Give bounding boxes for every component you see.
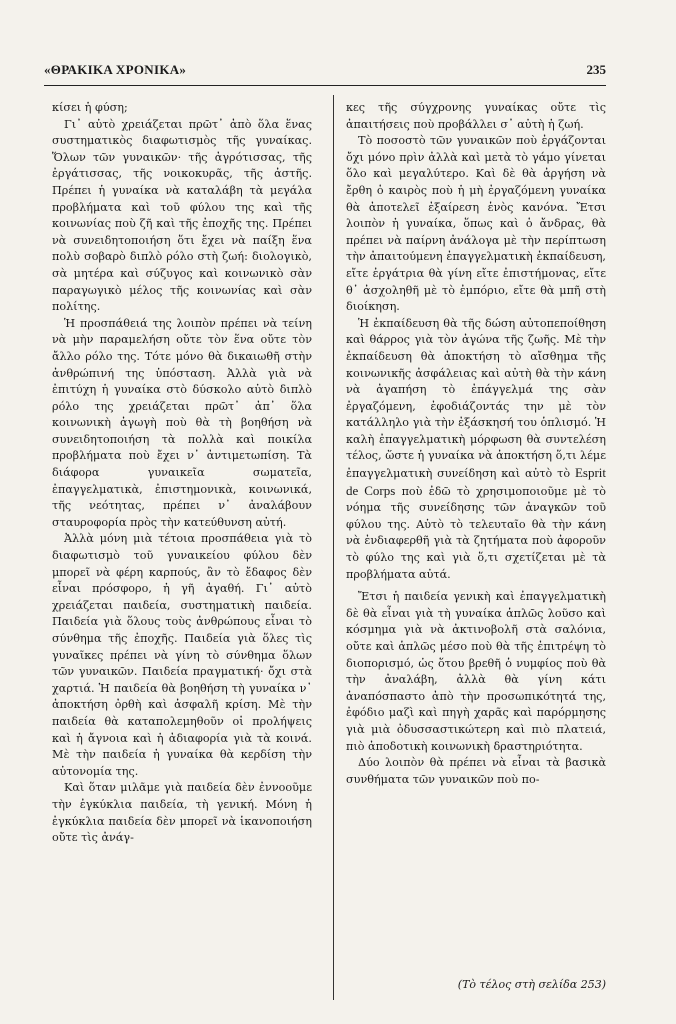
page-number: 235 [586,62,606,77]
paragraph: κίσει ἡ φύση; [52,101,128,114]
header-rule [44,85,606,86]
right-column [346,100,606,1000]
running-title: «ΘΡΑΚΙΚΑ ΧΡΟΝΙΚΑ» [44,62,187,77]
left-column [52,100,312,1000]
paragraph-text: Ἡ ἐκπαίδευση θὰ τῆς δώση αὐτοπεποίθηση καὶ θάρρος γιὰ τὸν ἀγώνα τῆς ζωῆς. Μὲ τὴν ἐκπαίδευση θὰ ἀποκτήση τὸ αἴσθημα τῆς κοινωνικῆς ἀσφάλειας καὶ αὐτὴ θὰ τὴν κάνη νὰ ἀγαπήση τὸ ἐπάγγελμά της σὰν ἐργαζόμενη, ἐφοδιάζοντάς την μὲ τὸν κατάλληλο γιὰ τὴν ἐξάσκησή του ὁπλισμό. Ἡ καλὴ ἐπαγγελματικὴ μόρφωση θὰ συντελέση τέλος, ὥστε ἡ γυναίκα νὰ ἀποκτήση ὅ,τι λέμε ἐπαγγελματικὴ συνείδηση καὶ αὐτὸ τὸ [346,316,606,481]
paragraph [346,316,606,584]
paragraph: Ἡ προσπάθειά της λοιπὸν πρέπει νὰ τείνη νὰ μὴν παραμελήση οὔτε τὸν ἕνα οὔτε τὸν ἄλλο ρόλο της. Τότε μόνο θὰ δικαιωθῆ στὴν ἀνθρώπινή της ὑπόσταση. Ἀλλὰ γιὰ νὰ ἐπιτύχη ἡ γυναίκα στὸ δύσκολο αὐτὸ διπλὸ ρόλο της χρειάζεται πρῶτ᾿ ἀπ᾿ ὅλα κοινωνικὴ ἀγωγὴ ποὺ θὰ τὴ βοηθήση νὰ συνειδητοποιήση τὰ πολλὰ καὶ ποικίλα προβλήματα ποὺ ἔχει ν᾿ ἀντιμετωπίση. Τὰ διάφορα γυναικεῖα σωματεῖα, ἐπαγγελματικὰ, ἐπιστημονικὰ, κοινωνικά, τῆς νεότητας, πρέπει ν᾿ ἀναλάβουν σταυροφορία πρὸς τὴν κατεύθυνση αὐτή. [52,316,312,529]
paragraph: Τὸ ποσοστὸ τῶν γυναικῶν ποὺ ἐργάζονται ὄχι μόνο πρὶν ἀλλὰ καὶ μετὰ τὸ γάμο γίνεται ὅλο καὶ μεγαλύτερο. Καὶ δὲ θὰ ἀργήση νὰ ἔρθη ὁ καιρὸς ποὺ ἡ μὴ ἐργαζόμενη γυναίκα θὰ ἀποτελεῖ ἐξαίρεση ἑνὸς κανόνα. Ἔτσι λοιπὸν ἡ γυναίκα, ὅπως καὶ ὁ ἄνδρας, θὰ πρέπει νὰ παίρνη ἀνάλογα μὲ τὴν περίπτωση τὴν ἀπαιτούμενη ἐπαγγελματικὴ ἐκπαίδευση, εἴτε ἐργάτρια θὰ γίνη εἴτε ἐπιστήμονας, εἴτε θ᾿ ἀσχοληθῆ μὲ τὸ ἐμπόριο, εἴτε θὰ μπῆ στὴ διοίκηση. [346,134,606,314]
paragraph: Καὶ ὅταν μιλᾶμε γιὰ παιδεία δὲν ἐννοοῦμε τὴν ἐγκύκλια παιδεία, τὴ γενική. Μόνη ἡ ἐγκύκλια παιδεία δὲν μπορεῖ νὰ ἱκανοποιήση οὔτε τὶς ἀνάγ- [52,781,312,845]
column-divider [333,95,334,1000]
latin-phrase: Esprit de Corps [346,465,606,498]
paragraph: Ἔτσι ἡ παιδεία γενικὴ καὶ ἐπαγγελματικὴ δὲ θὰ εἶναι γιὰ τὴ γυναίκα ἁπλῶς λοῦσο καὶ κόσμημα γιὰ νὰ ἀκτινοβολῆ στὰ σαλόνια, οὔτε καὶ ἁπλῶς μέσο ποὺ θὰ τῆς ἐπιτρέψη τὸ διοπορισμό, ὡς ὅτου βρεθῆ ὁ νυμφίος ποὺ θὰ τὴν ἀναλάβη, ἀλλὰ θὰ γίνη κάτι ἀναπόσπαστο ἀπὸ τὴν προσωπικότητά της, ἐφόδιο μαζὶ καὶ πηγὴ χαρᾶς καὶ παρόρμησης γιὰ μιὰ ὀδυσσαστικώτερη καὶ πιὸ πλατειά, πιὸ ἀποδοτικὴ κοινωνικὴ δραστηριότητα. [346,590,606,753]
paragraph: Ἀλλὰ μόνη μιὰ τέτοια προσπάθεια γιὰ τὸ διαφωτισμὸ τοῦ γυναικείου φύλου δὲν μπορεῖ νὰ φέρη καρπούς, ἂν τὸ ἔδαφος δὲν εἶναι πρόσφορο, ἡ γῆ ἀγαθή. Γι᾿ αὐτὸ χρειάζεται παιδεία, συστηματικὴ παιδεία. Παιδεία γιὰ ὅλους τοὺς ἀνθρώπους εἶναι τὸ σύνθημα τῆς ἐποχῆς. Παιδεία γιὰ ὅλες τὶς γυναῖκες πρέπει νὰ γίνη τὸ σύνθημα ὅλων τῶν γυναικῶν. Παιδεία πραγματική· ὄχι στὰ χαρτιά. Ἡ παιδεία θὰ βοηθήση τὴ γυναίκα ν᾿ ἀποκτήση ὀρθὴ καὶ ἀσφαλῆ κρίση. Μὲ τὴν παιδεία θὰ καταπολεμηθοῦν οἱ προλήψεις καὶ ἡ ἄγνοια καὶ ἡ ἀδιαφορία γιὰ τὰ κοινά. Μὲ τὴν παιδεία ἡ γυναίκα θὰ κερδίση τὴν αὐτονομία της. [52,532,312,778]
paragraph: κες τῆς σύγχρονης γυναίκας οὔτε τὶς ἀπαιτήσεις ποὺ προβάλλει σ᾿ αὐτὴ ἡ ζωή. [346,101,606,131]
continued-note: (Τὸ τέλος στὴ σελίδα 253) [457,978,606,991]
paragraph-text: ποὺ ἐδῶ τὸ χρησιμοποιοῦμε μὲ τὸ νόημα τῆς συνείδησης τῶν ἀναγκῶν τοῦ φύλου της. Αὐτὸ τὸ τελευταῖο θὰ τὴν κάνη νὰ ἐνδιαφερθῆ γιὰ τὰ ζητήματα ποὺ ἀφοροῦν τὸ φύλο της καὶ γιὰ ὅ,τι σχετίζεται μὲ τὰ προβλήματα αὐτά. [346,484,606,581]
page-header [44,62,606,82]
paragraph: Δύο λοιπὸν θὰ πρέπει νὰ εἶναι τὰ βασικὰ συνθήματα τῶν γυναικῶν ποὺ πο- [346,756,606,786]
paragraph: Γι᾿ αὐτὸ χρειάζεται πρῶτ᾿ ἀπὸ ὅλα ἕνας συστηματικὸς διαφωτισμὸς τῆς γυναίκας. Ὅλων τῶν γυναικῶν· τῆς ἀγρότισσας, τῆς ἐργάτισσας, τῆς νοικοκυρᾶς, τῆς ἀστῆς. Πρέπει ἡ γυναίκα νὰ καταλάβη τὰ μεγάλα προβλήματα καὶ τοῦ φύλου της καὶ τῆς κοινωνίας ποὺ ζῆ καὶ τῆς ἐποχῆς της. Πρέπει νὰ συνειδητοποιήση ὅτι ἔχει νὰ παίξη ἕνα πολὺ σοβαρὸ διπλὸ ρόλο στὴ ζωή: διολογικὸ, σὰ μητέρα καὶ σύζυγος καὶ κοινωνικὸ σὰν παραγωγικὸ μέλος τῆς κοινωνίας καὶ σὰν πολίτης. [52,117,312,314]
